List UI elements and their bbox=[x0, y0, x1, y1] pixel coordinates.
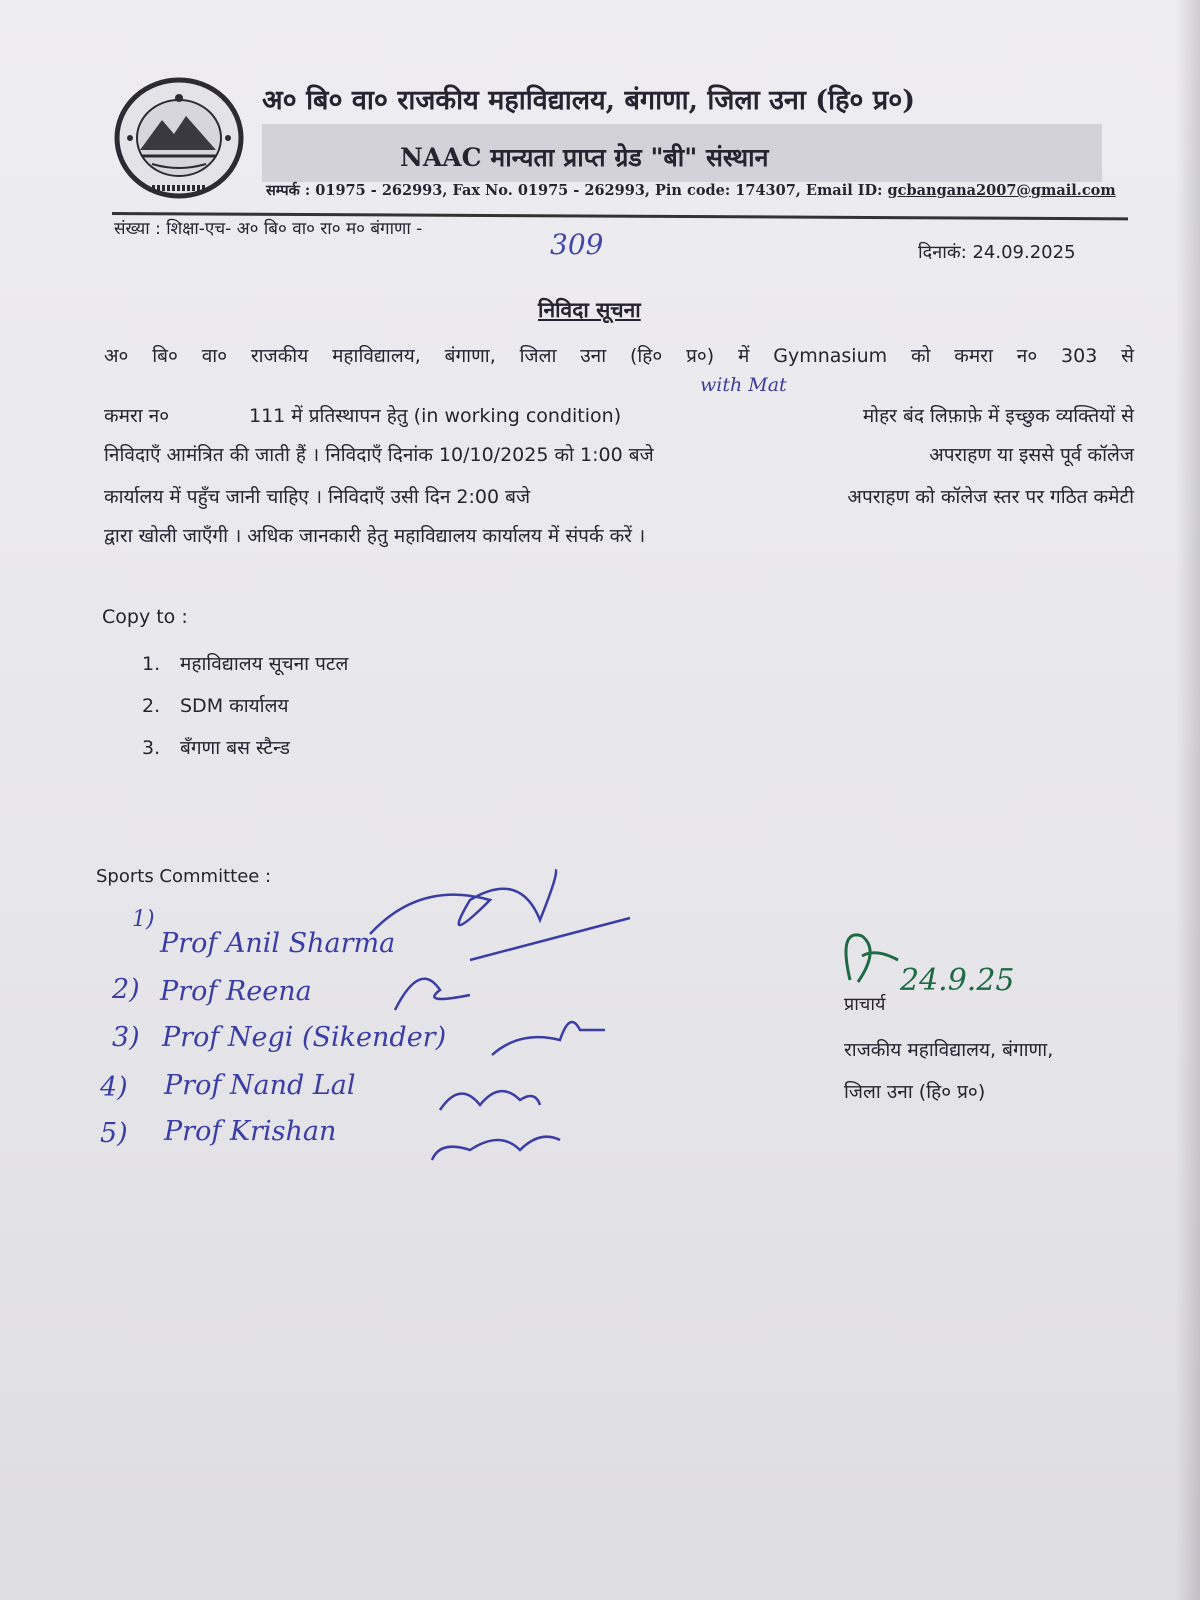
principal-signature bbox=[846, 935, 898, 982]
notice-date: दिनाकं: 24.09.2025 bbox=[918, 242, 1076, 263]
principal-title: प्राचार्य bbox=[844, 994, 886, 1015]
member-number: 3) bbox=[112, 1022, 140, 1053]
college-name-title: अ० बि० वा० राजकीय महाविद्यालय, बंगाणा, जिला उना (हि० प्र०) bbox=[262, 85, 916, 116]
member-number: 5) bbox=[100, 1118, 128, 1149]
signature-mark bbox=[395, 979, 470, 1010]
contact-details: 01975 - 262993, Fax No. 01975 - 262993, Pin code: 174307, Email ID: bbox=[315, 182, 883, 199]
notice-line-4b: अपराहण को कॉलेज स्तर पर गठित कमेटी bbox=[847, 486, 1134, 508]
member-number: 4) bbox=[100, 1072, 128, 1103]
signature-mark bbox=[492, 1022, 605, 1055]
principal-sign-date: 24.9.25 bbox=[900, 963, 1015, 998]
copy-item-text: बँगणा बस स्टैन्ड bbox=[180, 737, 290, 759]
reference-number: संख्या : शिक्षा-एच- अ० बि० वा० रा० म० बंगाणा - bbox=[114, 219, 423, 239]
copy-item-number: 1. bbox=[142, 653, 161, 675]
copy-item-number: 3. bbox=[142, 737, 161, 759]
notice-line-5: द्वारा खोली जाएँगी । अधिक जानकारी हेतु महाविद्यालय कार्यालय में संपर्क करें । bbox=[104, 525, 646, 547]
notice-heading: निविदा सूचना bbox=[538, 298, 641, 322]
notice-line-3a: निविदाएँ आमंत्रित की जाती हैं । निविदाएँ दिनांक 10/10/2025 को 1:00 बजे bbox=[104, 444, 654, 466]
member-name: Prof Nand Lal bbox=[164, 1070, 356, 1101]
copy-to-label: Copy to : bbox=[102, 606, 188, 628]
copy-item-text: महाविद्यालय सूचना पटल bbox=[180, 653, 349, 675]
member-number: 1) bbox=[132, 907, 155, 932]
notice-line-2b: 111 में प्रतिस्थापन हेतु (in working condition) bbox=[249, 405, 622, 427]
notice-line-4a: कार्यालय में पहुँच जानी चाहिए । निविदाएँ उसी दिन 2:00 बजे bbox=[104, 486, 531, 508]
notice-line-3b: अपराहण या इससे पूर्व कॉलेज bbox=[929, 444, 1134, 466]
notice-line-2a: कमरा न० bbox=[104, 405, 170, 427]
handwritten-reference-number: 309 bbox=[550, 228, 604, 261]
member-name: Prof Krishan bbox=[164, 1116, 337, 1147]
member-name: Prof Negi (Sikender) bbox=[162, 1022, 447, 1053]
member-number: 2) bbox=[112, 974, 140, 1005]
copy-item-text: SDM कार्यालय bbox=[180, 695, 289, 717]
naac-accreditation: NAAC मान्यता प्राप्त ग्रेड "बी" संस्थान bbox=[400, 143, 769, 172]
principal-district: जिला उना (हि० प्र०) bbox=[844, 1081, 986, 1103]
member-name: Prof Reena bbox=[160, 976, 312, 1007]
notice-line-2c: मोहर बंद लिफ़ाफ़े में इच्छुक व्यक्तियों से bbox=[862, 405, 1134, 427]
copy-item-number: 2. bbox=[142, 695, 161, 717]
principal-college: राजकीय महाविद्यालय, बंगाणा, bbox=[844, 1039, 1054, 1061]
signature-mark bbox=[440, 1091, 540, 1110]
notice-line-1: अ० बि० वा० राजकीय महाविद्यालय, बंगाणा, जिला उना (हि० प्र०) में Gymnasium को कमरा न० 303 से bbox=[104, 345, 1134, 367]
handwritten-annotation: with Mat bbox=[700, 374, 787, 396]
member-name: Prof Anil Sharma bbox=[160, 928, 396, 959]
email-address: gcbangana2007@gmail.com bbox=[887, 182, 1116, 199]
signature-mark bbox=[432, 1137, 560, 1160]
signature-mark bbox=[370, 870, 630, 960]
sports-committee-label: Sports Committee : bbox=[96, 866, 272, 887]
contact-prefix: सम्पर्क : bbox=[266, 182, 311, 199]
